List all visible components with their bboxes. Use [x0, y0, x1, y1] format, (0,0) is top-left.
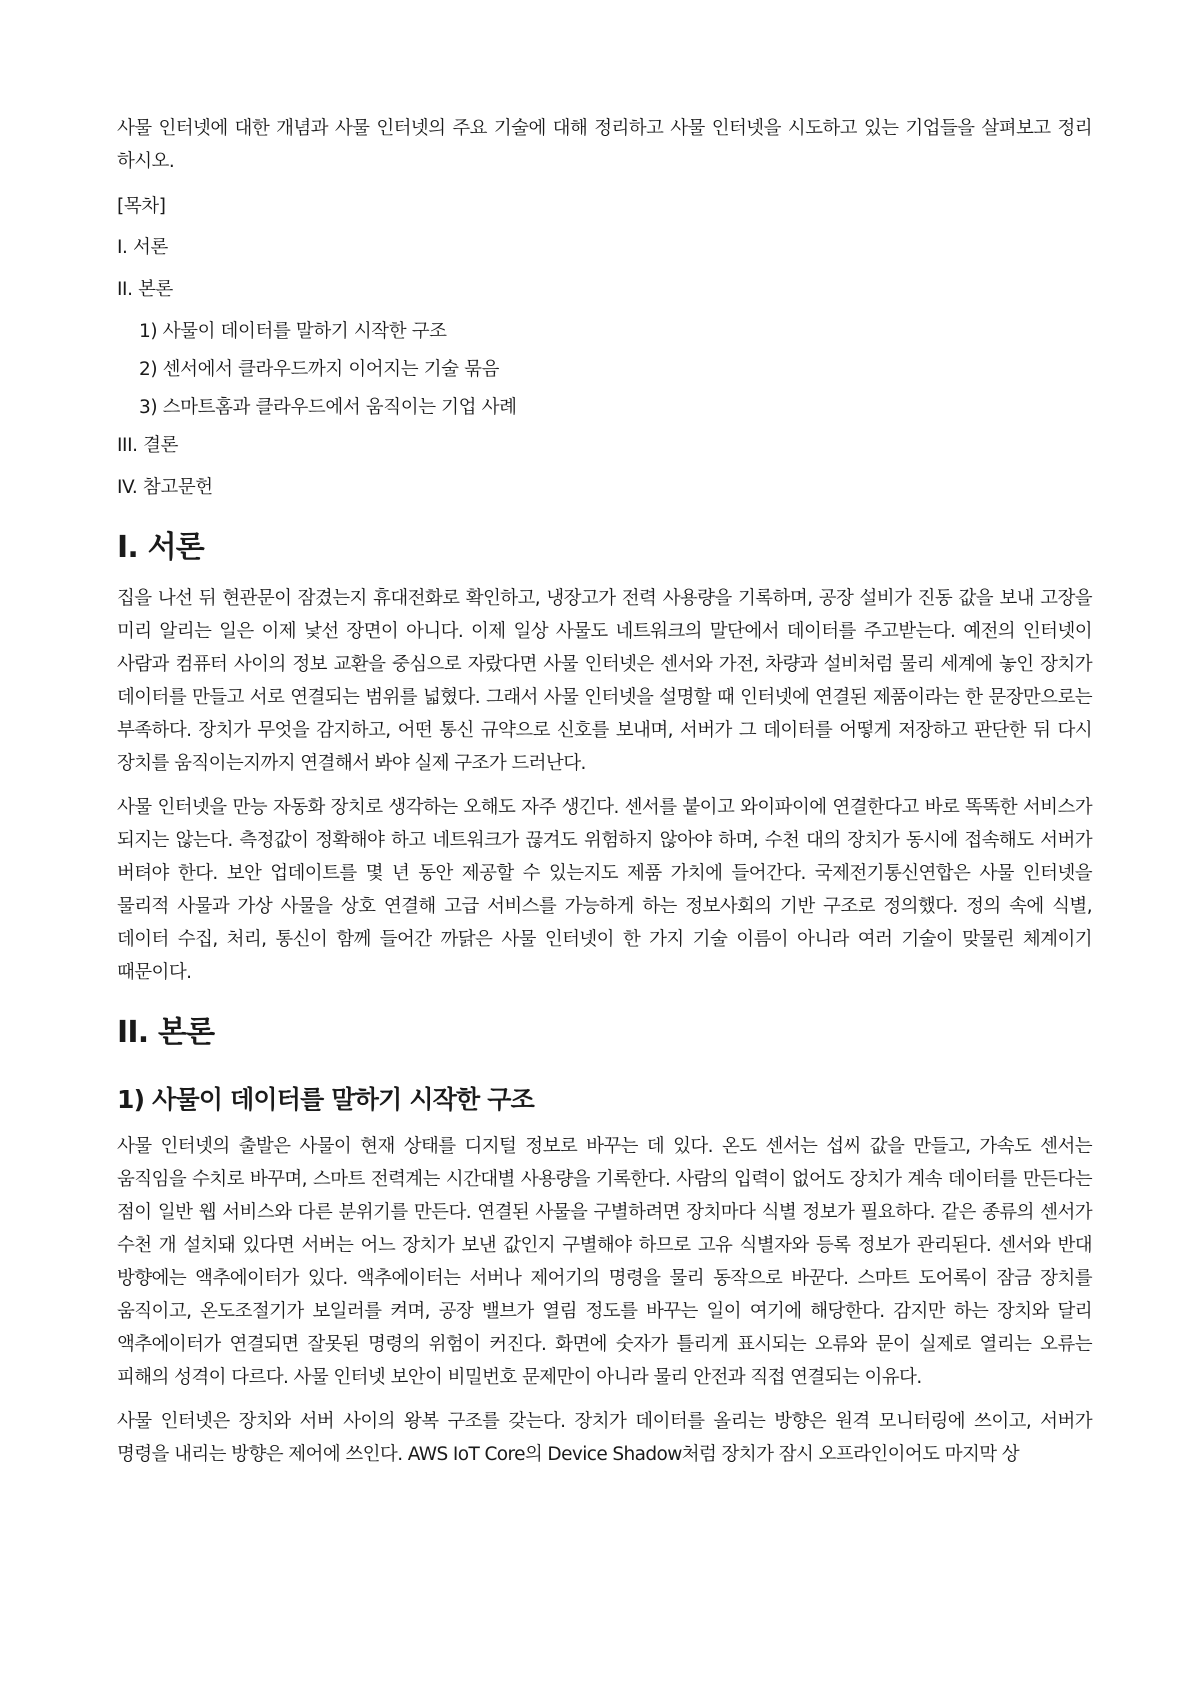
- toc-sub-items: [117, 315, 1092, 424]
- subsection-title: 1) 사물이 데이터를 말하기 시작한 구조: [117, 1085, 534, 1114]
- body-paragraph: 사물 인터넷의 출발은 사물이 현재 상태를 디지털 정보로 바꾸는 데 있다. 온도 센서는 섭씨 값을 만들고, 가속도 센서는 움직임을 수치로 바꾸며, 스마트 전력계는 시간대별 사용량을 기록한다. 사람의 입력이 없어도 장치가 계속 데이터를 만든다는 점이 일반 웹 서비스와 다른 분위기를 만든다. 연결된 사물을 구별하려면 장치마다 식별 정보가 필요하다. 같은 종류의 센서가 수천 개 설치돼 있다면 서버는 어느 장치가 보낸 값인지 구별해야 하므로 고유 식별자와 등록 정보가 관리된다. 센서와 반대 방향에는 액추에이터가 있다. 액추에이터는 서버나 제어기의 명령을 물리 동작으로 바꾼다. 스마트 도어록이 잠금 장치를 움직이고, 온도조절기가 보일러를 켜며, 공장 밸브가 열림 정도를 바꾸는 일이 여기에 해당한다. 감지만 하는 장치와 달리 액추에이터가 연결되면 잘못된 명령의 위험이 커진다. 화면에 숫자가 틀리게 표시되는 오류와 문이 실제로 열리는 오류는 피해의 성격이 다르다. 사물 인터넷 보안이 비밀번호 문제만이 아니라 물리 안전과 직접 연결되는 이유다.: [117, 1136, 1092, 1388]
- toc-item-body: II. 본론: [117, 279, 174, 300]
- intro-paragraph: 사물 인터넷을 만능 자동화 장치로 생각하는 오해도 자주 생긴다. 센서를 붙이고 와이파이에 연결한다고 바로 똑똑한 서비스가 되지는 않는다. 측정값이 정확해야 하고 네트워크가 끊겨도 위험하지 않아야 하며, 수천 대의 장치가 동시에 접속해도 서버가 버텨야 한다. 보안 업데이트를 몇 년 동안 제공할 수 있는지도 제품 가치에 들어간다. 국제전기통신연합은 사물 인터넷을 물리적 사물과 가상 사물을 상호 연결해 고급 서비스를 가능하게 하는 정보사회의 기반 구조로 정의했다. 정의 속에 식별, 데이터 수집, 처리, 통신이 함께 들어간 까닭은 사물 인터넷이 한 가지 기술 이름이 아니라 여러 기술이 맞물린 체계이기 때문이다.: [117, 797, 1092, 983]
- toc-item-intro: I. 서론: [117, 237, 168, 258]
- intro-paragraph: 집을 나선 뒤 현관문이 잠겼는지 휴대전화로 확인하고, 냉장고가 전력 사용량을 기록하며, 공장 설비가 진동 값을 보내 고장을 미리 알리는 일은 이제 낯선 장면이 아니다. 이제 일상 사물도 네트워크의 말단에서 데이터를 주고받는다. 예전의 인터넷이 사람과 컴퓨터 사이의 정보 교환을 중심으로 자랐다면 사물 인터넷은 센서와 가전, 차량과 설비처럼 물리 세계에 놓인 장치가 데이터를 만들고 서로 연결되는 범위를 넓혔다. 그래서 사물 인터넷을 설명할 때 인터넷에 연결된 제품이라는 한 문장만으로는 부족하다. 장치가 무엇을 감지하고, 어떤 통신 규약으로 신호를 보내며, 서버가 그 데이터를 어떻게 저장하고 판단한 뒤 다시 장치를 움직이는지까지 연결해서 봐야 실제 구조가 드러난다.: [117, 588, 1092, 774]
- toc-item-conclusion: III. 결론: [117, 435, 179, 456]
- toc-item-references: IV. 참고문헌: [117, 477, 213, 498]
- section-title-body: II. 본론: [117, 1015, 215, 1050]
- toc-sub-item: 1) 사물이 데이터를 말하기 시작한 구조: [139, 321, 447, 342]
- assignment-prompt: 사물 인터넷에 대한 개념과 사물 인터넷의 주요 기술에 대해 정리하고 사물 인터넷을 시도하고 있는 기업들을 살펴보고 정리 하시오.: [117, 118, 1092, 172]
- section-title-intro: I. 서론: [117, 530, 204, 565]
- toc-sub-item: 2) 센서에서 클라우드까지 이어지는 기술 묶음: [139, 359, 500, 380]
- body-paragraph: 사물 인터넷은 장치와 서버 사이의 왕복 구조를 갖는다. 장치가 데이터를 올리는 방향은 원격 모니터링에 쓰이고, 서버가 명령을 내리는 방향은 제어에 쓰인다. AWS IoT Core의 Device Shadow처럼 장치가 잠시 오프라인이어도 마지막 상: [117, 1411, 1092, 1465]
- table-of-contents: [117, 190, 1092, 504]
- toc-heading: [목차]: [117, 196, 166, 217]
- toc-sub-item: 3) 스마트홈과 클라우드에서 움직이는 기업 사례: [139, 397, 517, 418]
